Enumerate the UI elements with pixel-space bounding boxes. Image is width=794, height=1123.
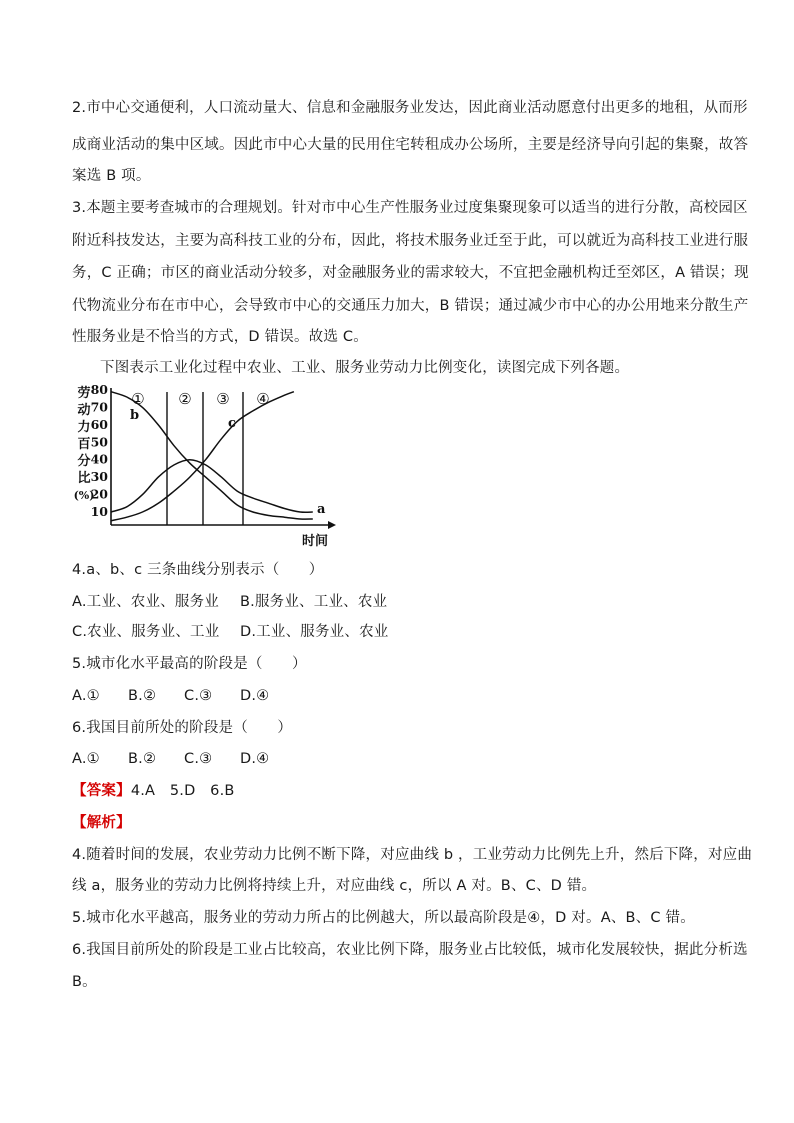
series-label-a: a: [317, 502, 326, 517]
y-axis-label-char: 分: [77, 454, 91, 469]
y-axis-label-char: 力: [77, 420, 91, 435]
y-axis-label-char: 劳: [77, 386, 91, 401]
text-line: 6.我国目前所处的阶段是工业占比较高，农业比例下降，服务业占比较低，城市化发展较快，据此分析选: [72, 942, 748, 958]
answer-label: 【答案】: [72, 783, 131, 799]
y-tick-label: 10: [90, 504, 108, 519]
answer-value: 4.A 5.D 6.B: [130, 783, 235, 799]
text-line: 附近科技发达，主要为高科技工业的分布，因此，将技术服务业迁至于此，可以就近为高科技工业进行服: [72, 233, 749, 249]
option-a[interactable]: A.①: [72, 688, 100, 704]
y-tick-label: 40: [90, 451, 108, 467]
y-tick-label: 30: [90, 469, 108, 485]
option-c[interactable]: C.农业、服务业、工业: [72, 624, 220, 640]
text-line: 线 a，服务业的劳动力比例将持续上升，对应曲线 c，所以 A 对。B、C、D 错。: [72, 878, 597, 894]
option-c[interactable]: C.③: [184, 751, 213, 767]
option-a[interactable]: A.工业、农业、服务业: [72, 594, 219, 610]
option-row: [72, 622, 388, 642]
stage-label: ③: [216, 390, 230, 408]
option-b[interactable]: B.②: [128, 688, 157, 704]
y-axis-label-char: 百: [77, 437, 91, 452]
y-axis-label-char: 动: [77, 403, 91, 418]
option-b[interactable]: B.服务业、工业、农业: [240, 594, 388, 610]
option-d[interactable]: D.④: [240, 688, 270, 704]
question-intro: 下图表示工业化过程中农业、工业、服务业劳动力比例变化，读图完成下列各题。: [100, 360, 630, 376]
series-label-b: b: [130, 408, 140, 423]
option-row: [72, 686, 269, 706]
y-axis-label-char: 比: [77, 471, 91, 486]
stage-label: ④: [256, 390, 270, 408]
curve-b: [111, 392, 313, 519]
option-a[interactable]: A.①: [72, 751, 100, 767]
y-tick-label: 20: [90, 486, 108, 502]
option-c[interactable]: C.③: [184, 688, 213, 704]
stage-label: ①: [131, 390, 145, 408]
option-d[interactable]: D.④: [240, 751, 270, 767]
labor-chart: [70, 382, 340, 552]
y-tick-label: 60: [90, 416, 108, 432]
question-stem: 4.a、b、c 三条曲线分别表示（ ）: [72, 562, 324, 578]
stage-label: ②: [178, 390, 192, 408]
question-stem: 6.我国目前所处的阶段是（ ）: [72, 720, 293, 736]
option-b[interactable]: B.②: [128, 751, 157, 767]
y-axis-unit: (%): [73, 489, 95, 502]
x-axis-arrow: [328, 521, 336, 529]
text-line: 成商业活动的集中区域。因此市中心大量的民用住宅转租成办公场所，主要是经济导向引起的集聚，故答: [72, 137, 749, 153]
option-row: [72, 749, 269, 769]
text-line: 案选 B 项。: [72, 168, 151, 184]
series-label-c: c: [228, 416, 236, 431]
analysis-label: 【解析】: [72, 815, 131, 831]
y-tick-label: 80: [90, 382, 108, 397]
x-axis-label: 时间: [302, 534, 329, 549]
text-line: 性服务业是不恰当的方式，D 错误。故选 C。: [72, 329, 368, 345]
y-tick-label: 50: [90, 434, 108, 450]
option-row: [72, 592, 387, 612]
text-line: 3.本题主要考查城市的合理规划。针对市中心生产性服务业过度集聚现象可以适当的进行分散，高校园区: [72, 200, 748, 216]
curve-a: [111, 460, 313, 513]
question-stem: 5.城市化水平最高的阶段是（ ）: [72, 656, 307, 672]
option-d[interactable]: D.工业、服务业、农业: [240, 624, 389, 640]
text-line: 务，C 正确；市区的商业活动分较多，对金融服务业的需求较大，不宜把金融机构迁至郊区，A 错误；现: [72, 265, 749, 281]
text-line: 代物流业分布在市中心，会导致市中心的交通压力加大，B 错误；通过减少市中心的办公用地来分散生产: [72, 298, 749, 314]
y-tick-labels: [91, 382, 109, 519]
text-line: 4.随着时间的发展，农业劳动力比例不断下降，对应曲线 b ，工业劳动力比例先上升，然后下降，对应曲: [72, 847, 753, 863]
answer-line: [72, 781, 235, 801]
y-tick-label: 70: [90, 399, 108, 415]
text-line: B。: [72, 974, 97, 990]
text-line: 2.市中心交通便利，人口流动量大、信息和金融服务业发达，因此商业活动愿意付出更多的地租，从而形: [72, 100, 748, 116]
text-line: 5.城市化水平越高，服务业的劳动力所占的比例越大，所以最高阶段是④，D 对。A、B、C 错。: [72, 910, 695, 926]
